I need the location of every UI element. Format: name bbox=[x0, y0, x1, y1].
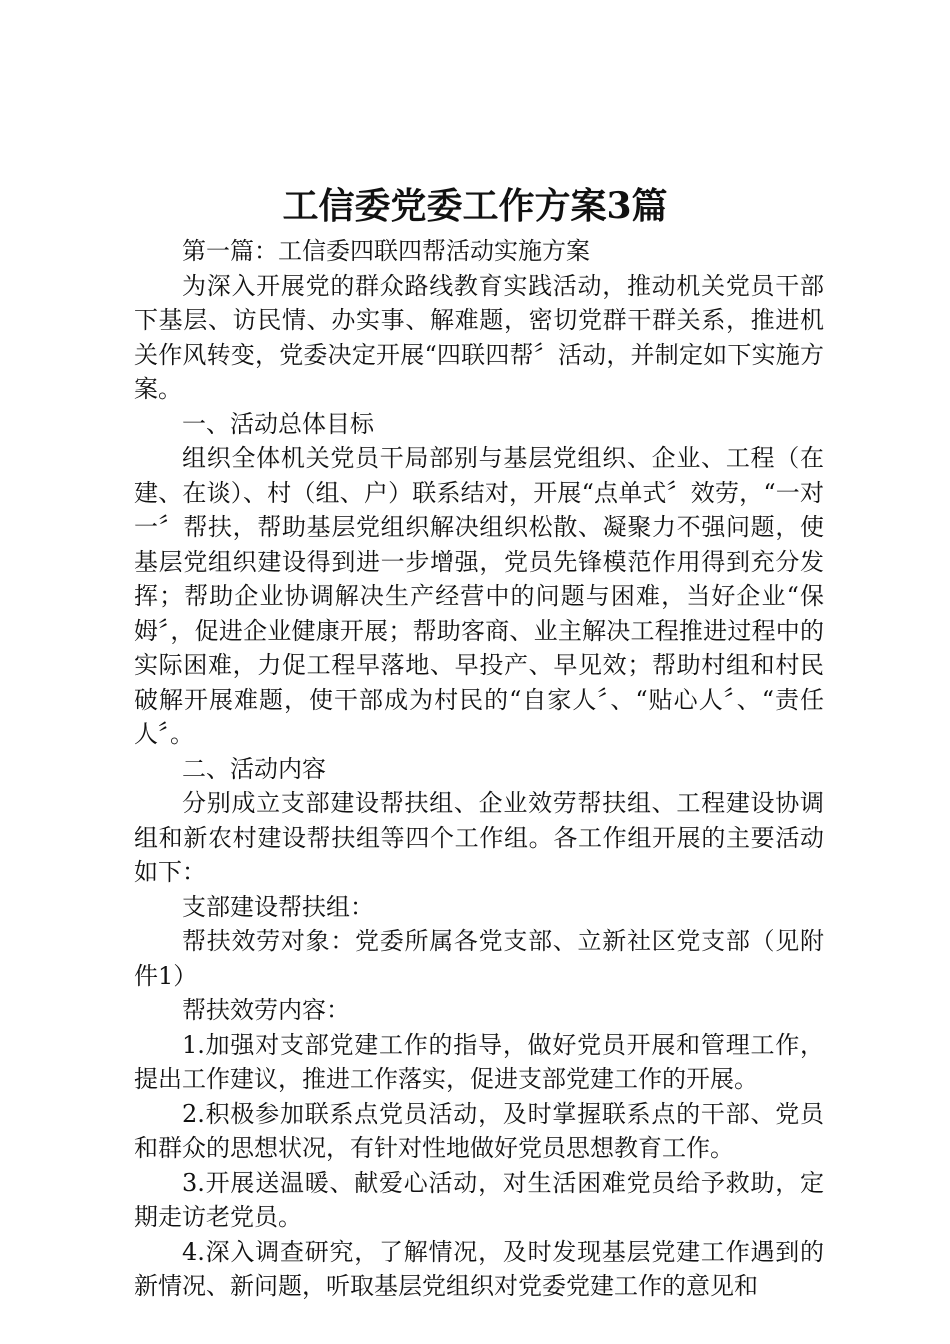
list-item: 4.深入调查研究，了解情况，及时发现基层党建工作遇到的新情况、新问题，听取基层党组织对党委党建工作的意见和 bbox=[134, 1237, 824, 1300]
list-item: 2.积极参加联系点党员活动，及时掌握联系点的干部、党员和群众的思想状况，有针对性地做好党员思想教育工作。 bbox=[134, 1099, 824, 1162]
list-item: 1.加强对支部党建工作的指导，做好党员开展和管理工作，提出工作建议，推进工作落实，促进支部党建工作的开展。 bbox=[134, 1030, 824, 1093]
document-body bbox=[134, 234, 824, 1304]
paragraph: 帮扶效劳对象：党委所属各党支部、立新社区党支部（见附件1） bbox=[134, 927, 824, 990]
paragraph: 帮扶效劳内容： bbox=[182, 996, 350, 1024]
paragraph: 分别成立支部建设帮扶组、企业效劳帮扶组、工程建设协调组和新农村建设帮扶组等四个工作组。各工作组开展的主要活动如下： bbox=[134, 789, 824, 886]
section-heading: 第一篇：工信委四联四帮活动实施方案 bbox=[182, 237, 590, 265]
list-item: 3.开展送温暖、献爱心活动，对生活困难党员给予救助，定期走访老党员。 bbox=[134, 1168, 824, 1231]
paragraph: 支部建设帮扶组： bbox=[182, 892, 374, 921]
section-heading: 二、活动内容 bbox=[182, 754, 326, 783]
paragraph: 为深入开展党的群众路线教育实践活动，推动机关党员干部下基层、访民情、办实事、解难题，密切党群干群关系，推进机关作风转变，党委决定开展“四联四帮〞活动，并制定如下实施方案。 bbox=[134, 271, 824, 403]
paragraph: 组织全体机关党员干局部别与基层党组织、企业、工程（在建、在谈）、村（组、户）联系结对，开展“点单式〞效劳，“一对一〞帮扶，帮助基层党组织解决组织松散、凝聚力不强问题，使基层党组织建设得到进一步增强，党员先锋模范作用得到充分发挥；帮助企业协调解决生产经营中的问题与困难，当好企业“保姆〞，促进企业健康开展；帮助客商、业主解决工程推进过程中的实际困难，力促工程早落地、早投产、早见效；帮助村组和村民破解开展难题，使干部成为村民的“自家人〞、“贴心人〞、“责任人〞。 bbox=[134, 444, 824, 748]
document-title: 工信委党委工作方案3篇 bbox=[282, 185, 668, 227]
section-heading: 一、活动总体目标 bbox=[182, 409, 374, 438]
